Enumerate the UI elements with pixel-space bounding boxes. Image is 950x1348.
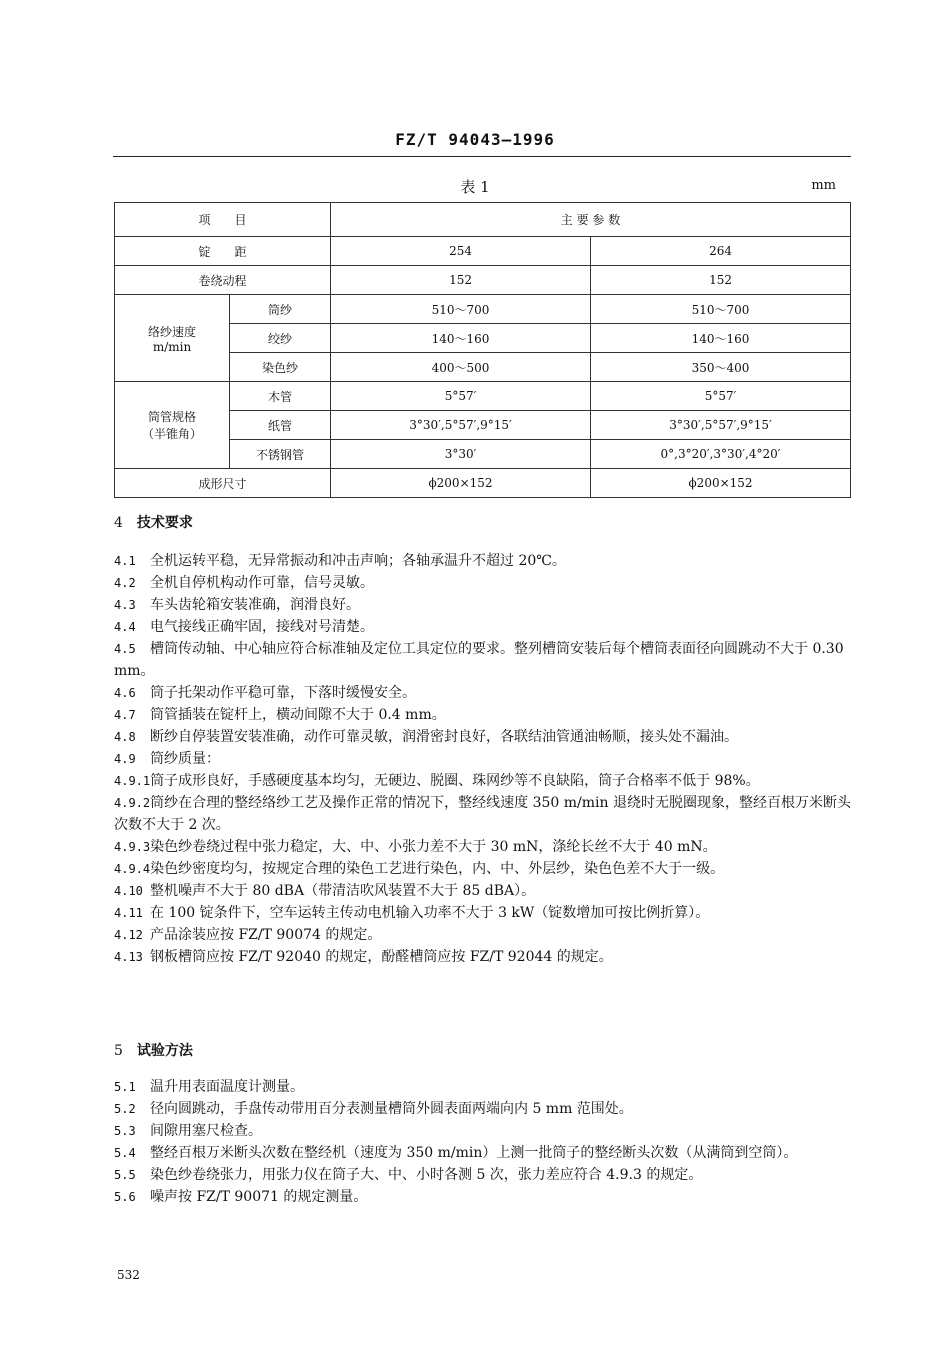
section-5 — [114, 1040, 854, 1208]
header-rule — [113, 156, 851, 157]
section-5-items — [114, 1076, 854, 1208]
item-text: 噪声按 FZ/T 90071 的规定测量。 — [150, 1189, 368, 1205]
item-text: 筒子成形良好，手感硬度基本均匀，无硬边、脱圈、珠网纱等不良缺陷，筒子合格率不低于 98%。 — [150, 773, 760, 789]
cell-value: 140～160 — [591, 324, 851, 353]
cell-value: 0°,3°20′,3°30′,4°20′ — [591, 440, 851, 469]
cell-value: ϕ200×152 — [591, 469, 851, 498]
list-item — [114, 1142, 854, 1164]
list-item — [114, 946, 854, 968]
item-text: 断纱自停装置安装准确，动作可靠灵敏，润滑密封良好，各联结油管通油畅顺，接头处不漏油。 — [150, 729, 738, 745]
item-number: 4.4 — [114, 620, 136, 634]
item-number: 4.1 — [114, 554, 136, 568]
cell-value: 140～160 — [331, 324, 591, 353]
section-title: 试验方法 — [136, 1043, 193, 1059]
list-item — [114, 1120, 854, 1142]
item-text: 筒子托架动作平稳可靠，下落时缓慢安全。 — [150, 685, 416, 701]
item-text: 染色纱卷绕张力，用张力仪在筒子大、中、小时各测 5 次，张力差应符合 4.9.3 的规定。 — [150, 1167, 703, 1183]
group-label-winding-speed — [115, 295, 230, 382]
table-unit: mm — [811, 178, 836, 193]
list-item — [114, 704, 854, 726]
item-text: 径向圆跳动，手盘传动带用百分表测量槽筒外圆表面两端向内 5 mm 范围处。 — [150, 1101, 633, 1117]
sub-label: 绞纱 — [230, 324, 331, 353]
item-number: 4.8 — [114, 730, 136, 744]
group-label: 筒管规格 — [147, 410, 196, 424]
table-header-row — [115, 203, 851, 237]
table-row — [115, 237, 851, 266]
list-item — [114, 924, 854, 946]
row-label: 锭 距 — [115, 237, 331, 266]
cell-value: 3°30′,5°57′,9°15′ — [591, 411, 851, 440]
group-sub: （半锥角） — [141, 427, 202, 441]
list-item — [114, 770, 854, 792]
cell-value: 510～700 — [331, 295, 591, 324]
section-heading — [114, 512, 854, 534]
table-row — [115, 382, 851, 411]
list-item — [114, 836, 854, 858]
cell-value: 152 — [331, 266, 591, 295]
item-number: 5.5 — [114, 1168, 136, 1182]
header-params: 主 要 参 数 — [331, 203, 851, 237]
item-text: 筒纱在合理的整经络纱工艺及操作正常的情况下，整经线速度 350 m/min 退绕时无脱圈现象，整经百根万米断头次数不大于 2 次。 — [114, 795, 851, 833]
item-text: 筒管插装在锭杆上，横动间隙不大于 0.4 mm。 — [150, 707, 446, 723]
item-number: 4.9.3 — [114, 840, 151, 854]
list-item — [114, 1186, 854, 1208]
sub-label: 不锈钢管 — [230, 440, 331, 469]
item-number: 4.13 — [114, 950, 143, 964]
item-number: 4.9.1 — [114, 774, 151, 788]
item-text: 钢板槽筒应按 FZ/T 92040 的规定，酚醛槽筒应按 FZ/T 92044 的规定。 — [150, 949, 613, 965]
list-item — [114, 748, 854, 770]
item-text: 产品涂装应按 FZ/T 90074 的规定。 — [150, 927, 382, 943]
item-number: 4.10 — [114, 884, 143, 898]
page-number: 532 — [117, 1268, 140, 1282]
item-number: 4.12 — [114, 928, 143, 942]
list-item — [114, 682, 854, 704]
section-heading — [114, 1040, 854, 1062]
table-row — [115, 469, 851, 498]
item-text: 间隙用塞尺检查。 — [150, 1123, 262, 1139]
item-text: 筒纱质量： — [150, 751, 220, 767]
row-label: 卷绕动程 — [115, 266, 331, 295]
list-item — [114, 1164, 854, 1186]
group-label-tube-spec — [115, 382, 230, 469]
item-text: 整经百根万米断头次数在整经机（速度为 350 m/min）上测一批筒子的整经断头次数（从满筒到空筒）。 — [150, 1145, 798, 1161]
item-number: 4.2 — [114, 576, 136, 590]
group-label: 络纱速度 — [147, 324, 196, 339]
item-number: 4.9.2 — [114, 796, 151, 810]
list-item — [114, 726, 854, 748]
item-text: 温升用表面温度计测量。 — [150, 1079, 304, 1095]
table-row — [115, 266, 851, 295]
standard-code: FZ/T 94043—1996 — [395, 130, 555, 149]
cell-value: 5°57′ — [331, 382, 591, 411]
list-item — [114, 858, 854, 880]
item-text: 染色纱卷绕过程中张力稳定，大、中、小张力差不大于 30 mN，涤纶长丝不大于 40 mN。 — [150, 839, 717, 855]
list-item — [114, 550, 854, 572]
item-text: 整机噪声不大于 80 dBA（带清洁吹风装置不大于 85 dBA）。 — [150, 883, 536, 899]
list-item — [114, 792, 854, 836]
item-number: 5.4 — [114, 1146, 136, 1160]
sub-label: 筒纱 — [230, 295, 331, 324]
list-item — [114, 572, 854, 594]
section-number: 4 — [114, 515, 123, 531]
table-caption: 表 1 — [460, 178, 490, 196]
cell-value: 3°30′,5°57′,9°15′ — [331, 411, 591, 440]
group-unit: m/min — [152, 339, 192, 354]
item-number: 5.6 — [114, 1190, 136, 1204]
cell-value: 5°57′ — [591, 382, 851, 411]
item-text: 车头齿轮箱安装准确，润滑良好。 — [150, 597, 360, 613]
sub-label: 染色纱 — [230, 353, 331, 382]
list-item — [114, 594, 854, 616]
item-text: 在 100 锭条件下，空车运转主传动电机输入功率不大于 3 kW（锭数增加可按比例折算）。 — [150, 905, 710, 921]
list-item — [114, 638, 854, 682]
item-number: 5.3 — [114, 1124, 136, 1138]
cell-value: 400～500 — [331, 353, 591, 382]
cell-value: 3°30′ — [331, 440, 591, 469]
item-text: 全机自停机构动作可靠，信号灵敏。 — [150, 575, 374, 591]
item-number: 4.7 — [114, 708, 136, 722]
section-4-items — [114, 550, 854, 968]
list-item — [114, 1098, 854, 1120]
cell-value: 264 — [591, 237, 851, 266]
item-text: 电气接线正确牢固，接线对号清楚。 — [150, 619, 374, 635]
list-item — [114, 1076, 854, 1098]
cell-value: ϕ200×152 — [331, 469, 591, 498]
item-text: 槽筒传动轴、中心轴应符合标准轴及定位工具定位的要求。整列槽筒安装后每个槽筒表面径向圆跳动不大于 0.30 mm。 — [114, 641, 844, 679]
spec-table — [114, 202, 851, 498]
cell-value: 254 — [331, 237, 591, 266]
item-number: 4.6 — [114, 686, 136, 700]
section-number: 5 — [114, 1043, 123, 1059]
item-number: 5.2 — [114, 1102, 136, 1116]
section-4 — [114, 512, 854, 968]
cell-value: 350～400 — [591, 353, 851, 382]
item-text: 染色纱密度均匀，按规定合理的染色工艺进行染色，内、中、外层纱，染色色差不大于一级。 — [150, 861, 725, 877]
sub-label: 纸管 — [230, 411, 331, 440]
item-number: 4.5 — [114, 642, 136, 656]
row-label: 成形尺寸 — [115, 469, 331, 498]
sub-label: 木管 — [230, 382, 331, 411]
list-item — [114, 616, 854, 638]
list-item — [114, 880, 854, 902]
cell-value: 510～700 — [591, 295, 851, 324]
header-item: 项 目 — [115, 203, 331, 237]
item-number: 4.11 — [114, 906, 143, 920]
item-text: 全机运转平稳，无异常振动和冲击声响；各轴承温升不超过 20℃。 — [150, 553, 566, 569]
item-number: 5.1 — [114, 1080, 136, 1094]
section-title: 技术要求 — [136, 515, 193, 531]
table-row — [115, 295, 851, 324]
cell-value: 152 — [591, 266, 851, 295]
item-number: 4.3 — [114, 598, 136, 612]
list-item — [114, 902, 854, 924]
item-number: 4.9 — [114, 752, 136, 766]
item-number: 4.9.4 — [114, 862, 151, 876]
